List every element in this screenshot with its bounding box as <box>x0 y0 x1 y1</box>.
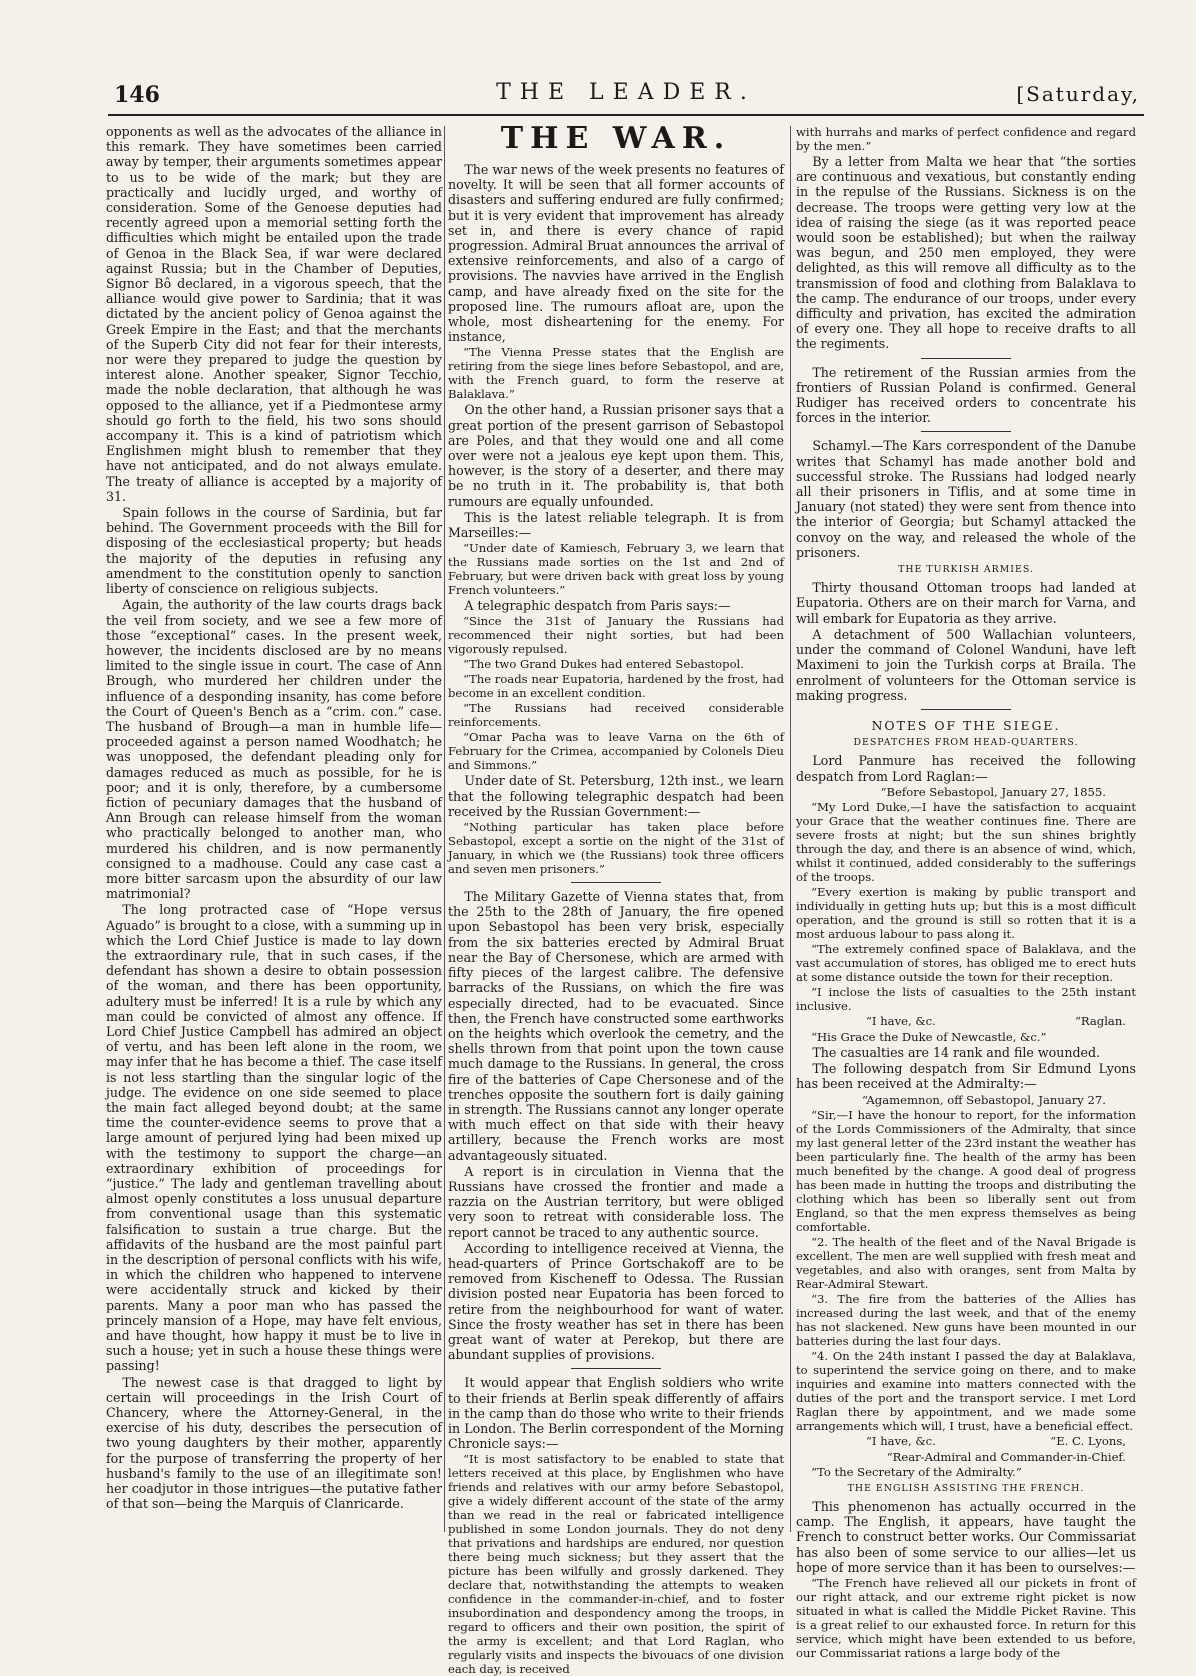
dateline: “Agamemnon, off Sebastopol, January 27. <box>861 1092 1106 1107</box>
masthead <box>108 78 1144 116</box>
signature-closing: “I have, &c. <box>866 1433 936 1448</box>
column-middle <box>448 121 784 1676</box>
paragraph: opponents as well as the advocates of the alliance in this remark. They have sometimes been carried away by temper, their arguments sometimes appear to us to be wide of the mark; but they are practically and lucidly urged, and worthy of consideration. Some of the Genoese deputies had recently agreed upon a memorial setting forth the difficulties which might be entailed upon the trade of Genoa in the Black Sea, if war were declared against Russia; but in the Chamber of Deputies, Signor Bô declared, in a vigorous speech, that the alliance would give power to Sardinia; that it was dictated by the ancient policy of Genoa against the Greek Empire in the East; and that the merchants of the Superb City did not fear for their interests, nor were they prepared to judge the question by interest alone. Another speaker, Signor Tecchio, made the noble declaration, that although he was opposed to the alliance, yet if a Piedmontese army should go forth to the field, his two sons should accompany it. This is a kind of patriotism which Englishmen might blush to remember that they have not anticipated, and do not always emulate. The treaty of alliance is accepted by a majority of 31. <box>106 124 442 504</box>
quotation: “4. On the 24th instant I passed the day at Balaklava, to superintend the service going on there, and to make inquiries and examine into matters connected with the duties of the port and the transport service. I met Lord Raglan there by appointment, and we made some arrangements which will, I trust, have a beneficial effect. <box>796 1348 1136 1433</box>
page-number: 146 <box>114 82 160 108</box>
column-left <box>106 124 442 1534</box>
quotation: “Nothing particular has taken place before Sebastopol, except a sortie on the night of the 31st of January, in which we (the Russians) took three officers and seven men prisoners.” <box>448 820 784 877</box>
section-divider <box>571 882 661 883</box>
quotation: “The two Grand Dukes had entered Sebastopol. <box>463 657 744 672</box>
column-rule-right <box>790 126 791 1532</box>
quotation: “I inclose the lists of casualties to the 25th instant inclusive. <box>796 984 1136 1013</box>
paragraph: A detachment of 500 Wallachian volunteers, under the command of Colonel Wanduni, have left Maximeni to join the Turkish corps at Braila. The enrolment of volunteers for the Ottoman service is making progress. <box>796 626 1136 703</box>
paragraph: It would appear that English soldiers who write to their friends at Berlin speak differently of affairs in the camp than do those who write to their friends in London. The Berlin correspondent of the Morning Chronicle says:— <box>448 1375 784 1452</box>
section-divider <box>921 431 1011 432</box>
quotation: “Omar Pacha was to leave Varna on the 6th of February for the Crimea, accompanied by Colonels Dieu and Simmons.” <box>448 730 784 773</box>
paragraph: The following despatch from Sir Edmund Lyons has been received at the Admiralty:— <box>796 1061 1136 1092</box>
paragraph: This phenomenon has actually occurred in the camp. The English, it appears, have taught the French to construct better works. Our Commissariat has also been of some service to our allies—let us hope of more service than it has been to ourselves:— <box>796 1498 1136 1575</box>
article-heading: THE WAR. <box>500 121 732 156</box>
newspaper-title: THE LEADER. <box>496 80 756 105</box>
quotation: “3. The fire from the batteries of the Allies has increased during the last week, and that of the enemy has not slackened. New guns have been mounted in our batteries during the last four days. <box>796 1291 1136 1348</box>
quotation: “Sir,—I have the honour to report, for the information of the Lords Commissioners of the Admiralty, that since my last general letter of the 23rd instant the weather has been particularly fine. The health of the army has been much benefited by the change. A good deal of progress has been made in hutting the troops and distributing the clothing which has been so liberally sent out from England, so that the men express themselves as being comfortable. <box>796 1107 1136 1234</box>
signature-name: “E. C. Lyons, <box>1050 1433 1126 1448</box>
paragraph: This is the latest reliable telegraph. It is from Marseilles:— <box>448 509 784 541</box>
section-divider <box>921 709 1011 710</box>
paragraph: The retirement of the Russian armies from the frontiers of Russian Poland is confirmed. General Rudiger has received orders to concentrate his forces in the interior. <box>796 364 1136 426</box>
quotation: “Every exertion is making by public transport and individually in getting huts up; but this is a most difficult operation, and the ground is still so rotten that it is a most arduous labour to pass along it. <box>796 884 1136 941</box>
paragraph: The casualties are 14 rank and file wounded. <box>812 1044 1101 1060</box>
paragraph: Lord Panmure has received the following despatch from Lord Raglan:— <box>796 753 1136 784</box>
paragraph: Schamyl.—The Kars correspondent of the Danube writes that Schamyl has made another bold and successful stroke. The Russians had lodged nearly all their prisoners in Tiflis, and at some time in January (not stated) they were sent from thence into the interior of Georgia; but Schamyl attacked the convoy on the way, and released the whole of the prisoners. <box>796 438 1136 560</box>
subsection-heading: THE ENGLISH ASSISTING THE FRENCH. <box>847 1482 1085 1494</box>
paragraph: The newest case is that dragged to light by certain will proceedings in the Irish Court of Chancery, where the Attorney-General, in the exercise of his duty, describes the persecution of two young daughters by their mother, apparently for the purpose of transferring the property of her husband's family to the use of an illegitimate son! her coadjutor in those intrigues—the putative father of that son—being the Marquis of Clanricarde. <box>106 1374 442 1512</box>
paragraph: Spain follows in the course of Sardinia, but far behind. The Government proceeds with the Bill for disposing of the ecclesiastical property; but heads the majority of the deputies in refusing any amendment to the constitution openly to sanction liberty of conscience on religious subjects. <box>106 505 442 597</box>
subsection-heading: DESPATCHES FROM HEAD-QUARTERS. <box>853 737 1079 749</box>
paragraph: On the other hand, a Russian prisoner says that a great portion of the present garrison of Sebastopol are Poles, and that they would one and all come over were not a jealous eye kept upon them. This, however, is the story of a deserter, and there may be no truth in it. The probability is, that both rumours are equally unfounded. <box>448 402 784 509</box>
section-divider <box>921 358 1011 359</box>
quotation: “The French have relieved all our pickets in front of our right attack, and our extreme right picket is now situated in what is called the Middle Picket Ravine. This is a great relief to our exhausted force. In return for this service, which might have been extended to us before, our Commissariat rations a large body of the <box>796 1575 1136 1660</box>
section-heading: NOTES OF THE SIEGE. <box>871 717 1061 733</box>
paragraph: The war news of the week presents no features of novelty. It will be seen that all former accounts of disasters and suffering endured are fully confirmed; but it is very evident that improvement has already set in, and there is every chance of rapid progression. Admiral Bruat announces the arrival of extensive reinforcements, and also of a cargo of provisions. The navvies have arrived in the English camp, and have already fixed on the site for the proposed line. The rumours afloat are, upon the whole, most disheartening for the enemy. For instance, <box>448 162 784 345</box>
dateline: “Before Sebastopol, January 27, 1855. <box>880 784 1106 799</box>
paragraph: The Military Gazette of Vienna states that, from the 25th to the 28th of January, the fire opened upon Sebastopol has been very brisk, especially from the six batteries erected by Admiral Bruat near the Bay of Chersonese, which are armed with fifty pieces of the largest calibre. The defensive barracks of the Russians, on which the fire was especially directed, had to be evacuated. Since then, the French have constructed some earthworks on the heights which overlook the cemetry, and the shells thrown from that point upon the town cause much damage to the Russians. In general, the cross fire of the batteries of Cape Chersonese and of the trenches opposite the southern fort is daily gaining in strength. The Russians cannot any longer operate with much effect on that side with their heavy artillery, because the French works are most advantageously situated. <box>448 889 784 1163</box>
paragraph: Thirty thousand Ottoman troops had landed at Eupatoria. Others are on their march for Varna, and will embark for Eupatoria as they arrive. <box>796 580 1136 626</box>
paragraph: A telegraphic despatch from Paris says:— <box>464 598 731 614</box>
paragraph: The long protracted case of “Hope versus Aguado” is brought to a close, with a summing up in which the Lord Chief Justice is made to lay down the extraordinary rule, that in such cases, if the defendant has shown a desire to obtain possession of the woman, and there has been opportunity, adultery must be inferred! It is a rule by which any man could be convicted of almost any offence. If Lord Chief Justice Campbell has admired an object of vertu, and has been left alone in the room, we may infer that he has become a thief. The case itself is not less startling than the singular logic of the judge. The evidence on one side seemed to place the main fact alleged beyond doubt; at the same time the counter-evidence seems to prove that a large amount of perjured lying had been mixed up with the testimony to support the charge—an extraordinary exhibition of proceedings for “justice.” The lady and gentleman travelling about almost openly constitutes a loss unusual departure from conventional usage than this systematic falsification to sustain a true charge. But the affidavits of the husband are the most painful part in the description of personal conflicts with his wife, in which the children who happened to intervene were accidentally struck and kicked by their parents. Many a poor man who has passed the princely mansion of a Hope, may have felt envious, and have thought, how happy it must be to live in such a house; yet in such a house these things were passing! <box>106 902 442 1374</box>
column-right <box>796 124 1136 1660</box>
quotation: “Since the 31st of January the Russians had recommenced their night sorties, but had been vigorously repulsed. <box>448 614 784 657</box>
quotation: “The Russians had received considerable reinforcements. <box>448 701 784 730</box>
signature-addressee: “To the Secretary of the Admiralty.” <box>811 1464 1022 1479</box>
signature-name: “Raglan. <box>1074 1013 1126 1028</box>
section-divider <box>571 1368 661 1369</box>
quotation: “The roads near Eupatoria, hardened by the frost, had become in an excellent condition. <box>448 672 784 701</box>
quotation: “2. The health of the fleet and of the Naval Brigade is excellent. The men are well supplied with fresh meat and vegetables, and also with oranges, sent from Malta by Rear-Admiral Stewart. <box>796 1234 1136 1291</box>
paragraph: By a letter from Malta we hear that “the sorties are continuous and vexatious, but constantly ending in the repulse of the Russians. Sickness is on the decrease. The troops were getting very low at the idea of raising the siege (as it was reported peace would soon be established); but when the railway was begun, and 250 men employed, they were delighted, as this will remove all difficulty as to the transmission of food and clothing from Balaklava to the camp. The endurance of our troops, under every difficulty and privation, has excited the admiration of every one. They all hope to receive drafts to all the regiments. <box>796 154 1136 352</box>
column-rule-left <box>444 126 445 1532</box>
paragraph: A report is in circulation in Vienna that the Russians have crossed the frontier and made a razzia on the Austrian territory, but were obliged very soon to retreat with considerable loss. The report cannot be traced to any authentic source. <box>448 1163 784 1240</box>
signature-line <box>796 1434 1136 1449</box>
quotation: “The extremely confined space of Balaklava, and the vast accumulation of stores, has obliged me to erect huts at some distance outside the town for their reception. <box>796 941 1136 984</box>
paragraph: According to intelligence received at Vienna, the head-quarters of Prince Gortschakoff are to be removed from Kischeneff to Odessa. The Russian division posted near Eupatoria has been forced to retire from the neighbourhood for want of water. Since the frosty weather has set in there has been great want of water at Perekop, but there are abundant supplies of provisions. <box>448 1240 784 1363</box>
quotation: “My Lord Duke,—I have the satisfaction to acquaint your Grace that the weather continues fine. There are severe frosts at night; but the sun shines brightly through the day, and there is an absence of wind, which, whilst it continued, added considerably to the sufferings of the troops. <box>796 799 1136 884</box>
subsection-heading: THE TURKISH ARMIES. <box>898 564 1034 576</box>
signature-closing: “I have, &c. <box>866 1013 936 1028</box>
quotation: “The Vienna Presse states that the English are retiring from the siege lines before Sebastopol, and are, with the French guard, to form the reserve at Balaklava.” <box>448 345 784 402</box>
quotation: “It is most satisfactory to be enabled to state that letters received at this place, by Englishmen who have friends and relatives with our army before Sebastopol, give a widely different account of the state of the army than we read in the real or fabricated intelligence published in some London journals. They do not deny that privations and hardships are endured, nor question there being much sickness; but they assert that the picture has been wilfully and grossly darkened. They declare that, notwithstanding the attempts to weaken confidence in the commander-in-chief, and to foster insubordination and despondency among the troops, in regard to officers and their own position, the spirit of the army is excellent; and that Lord Raglan, who regularly visits and inspects the bivouacs of one division each day, is received <box>448 1452 784 1676</box>
paragraph: Under date of St. Petersburg, 12th inst., we learn that the following telegraphic despatch had been received by the Russian Government:— <box>448 773 784 819</box>
paragraph: Again, the authority of the law courts drags back the veil from society, and we see a few more of those “exceptional” cases. In the present week, however, the incidents disclosed are by no means limited to the single issue in court. The case of Ann Brough, who murdered her children under the influence of a desponding insanity, has come before the Court of Queen's Bench as a “crim. con.” case. The husband of Brough—a man in humble life—proceeded against a person named Woodhatch; he was unopposed, the defendant pleading only for damages reduced as much as possible, for he is poor; and it is only, therefore, by a cumbersome fiction of pecuniary damages that the husband of Ann Brough can release himself from the woman who practically belonged to another man, who murdered his children, and is now permanently consigned to a madhouse. Could any case cast a more bitter sarcasm upon the absurdity of our law matrimonial? <box>106 597 442 902</box>
issue-day: [Saturday, <box>1016 82 1140 106</box>
signature-title: “Rear-Admiral and Commander-in-Chief. <box>886 1449 1126 1464</box>
signature-line <box>796 1014 1136 1029</box>
quotation: “Under date of Kamiesch, February 3, we learn that the Russians made sorties on the 1st and 2nd of February, but were driven back with great loss by young French volunteers.” <box>448 541 784 598</box>
quotation: with hurrahs and marks of perfect confidence and regard by the men.” <box>796 125 1136 153</box>
quotation: “His Grace the Duke of Newcastle, &c.” <box>811 1029 1047 1044</box>
